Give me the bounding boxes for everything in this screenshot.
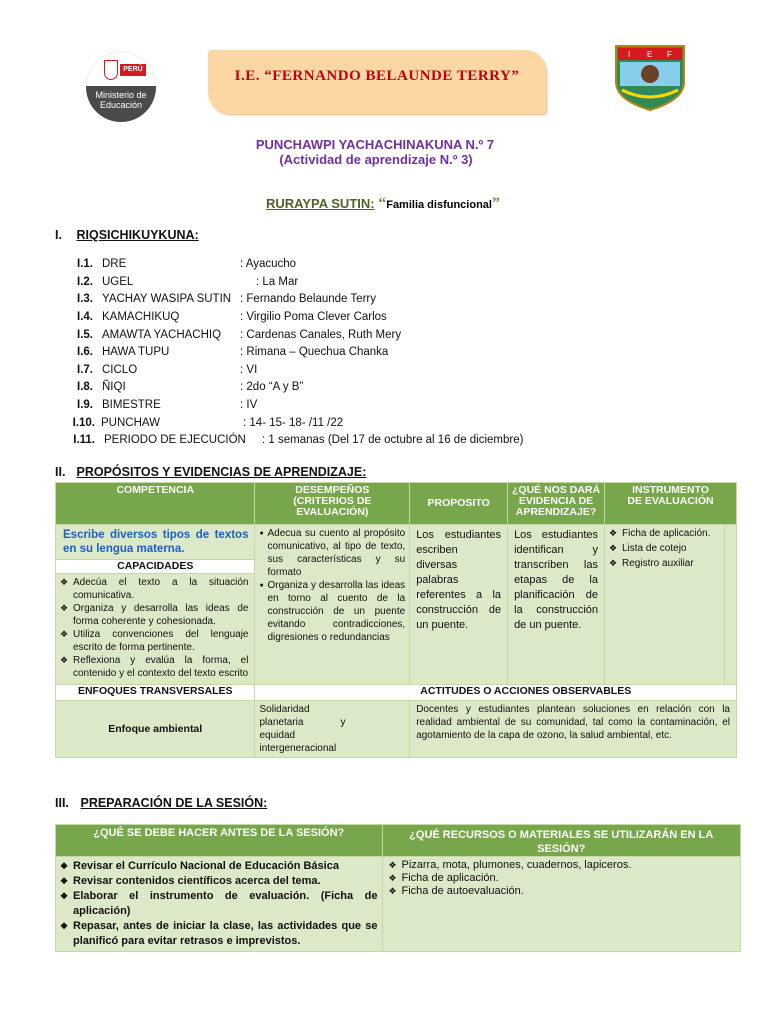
ministerio-logo <box>86 52 156 122</box>
list-item: ❖ Adecúa el texto a la situación comunicativa. <box>60 576 248 602</box>
section-1-number: I. <box>55 228 62 242</box>
section-3-heading <box>55 796 267 810</box>
enfoque-cell: Enfoque ambiental <box>56 701 255 758</box>
info-code: I.9. <box>77 399 93 411</box>
info-label: DRE <box>102 258 127 270</box>
valor-text: Solidaridad planetaria y equidad intergeneracional <box>259 704 346 754</box>
info-separator: : <box>240 399 244 411</box>
list-item: ❖ Revisar el Currículo Nacional de Educación Básica <box>60 859 378 874</box>
list-item: ❖ Revisar contenidos científicos acerca del tema. <box>60 874 378 889</box>
info-label: PUNCHAW <box>101 417 160 429</box>
info-separator: : <box>256 276 260 288</box>
school-crest-icon <box>612 42 688 112</box>
info-label: AMAWTA YACHACHIQ <box>102 329 222 341</box>
info-separator: : <box>240 381 244 393</box>
school-title: I.E. “FERNANDO BELAUNDE TERRY” <box>234 68 520 84</box>
section-2-heading <box>55 465 366 479</box>
info-value: Virgilio Poma Clever Carlos <box>246 311 387 323</box>
list-item: ❖ Ficha de aplicación. <box>609 527 720 540</box>
recursos-list <box>389 859 735 898</box>
session-preparation-table <box>55 824 741 952</box>
info-label: UGEL <box>102 276 134 288</box>
proposito-text: Los estudiantes escriben diversas palabras referentes a la construcción de un puente. <box>416 529 502 631</box>
ministry-name: Ministerio de Educación <box>95 90 147 110</box>
evidencia-text: Los estudiantes identifican y transcriben las etapas de la planificación de la construcción de un puente. <box>514 529 598 631</box>
list-item: ❖ Elaborar el instrumento de evaluación. (Ficha de aplicación) <box>60 889 378 919</box>
desempenos-cell <box>255 525 410 685</box>
info-value: VI <box>246 364 258 376</box>
section-3-number: III. <box>55 796 69 810</box>
info-value: IV <box>246 399 258 411</box>
info-code: I.8. <box>77 381 93 393</box>
capacidades-list <box>56 574 254 684</box>
info-code: I.2. <box>77 276 93 288</box>
actitud-cell: Docentes y estudiantes plantean soluciones en relación con la realidad ambiental de su comunidad, tal como la contaminación, el agotamiento de la capa de ozono, la salud ambiental, etc. <box>410 701 737 758</box>
info-separator: : <box>262 434 266 446</box>
info-separator: : <box>243 417 247 429</box>
session-name-value: Familia disfuncional <box>386 199 492 211</box>
crest-letter-2: E <box>647 50 653 59</box>
header-instrumento: INSTRUMENTO DE EVALUACIÓN <box>605 483 737 525</box>
info-label: ÑIQI <box>102 381 126 393</box>
info-label: BIMESTRE <box>102 399 161 411</box>
section-3-title: PREPARACIÓN DE LA SESIÓN: <box>80 796 268 810</box>
list-item: ❖ Ficha de autoevaluación. <box>389 885 735 898</box>
competencia-text: Escribe diversos tipos de textos en su lengua materna. <box>56 525 254 559</box>
info-value: Fernando Belaunde Terry <box>246 293 376 305</box>
session-title: PUNCHAWPI YACHACHINAKUNA N.º 7 <box>255 137 495 152</box>
section-1-title: RIQSICHIKUYKUNA: <box>76 228 199 242</box>
school-title-banner <box>208 50 546 114</box>
info-code: I.6. <box>77 346 93 358</box>
session-name-label: RURAYPA SUTIN: <box>266 196 375 211</box>
section-2-number: II. <box>55 465 66 479</box>
list-item: ❖ Pizarra, mota, plumones, cuadernos, lapiceros. <box>389 859 735 872</box>
actitudes-heading: ACTITUDES O ACCIONES OBSERVABLES <box>255 685 737 701</box>
info-value: Rimana – Quechua Chanka <box>246 346 389 358</box>
section-1-heading <box>55 228 199 242</box>
header-desempenos: DESEMPEÑOS (CRITERIOS DE EVALUACIÓN) <box>255 483 410 525</box>
list-item: ❖ Registro auxiliar <box>609 557 720 570</box>
info-value: 14- 15- 18- /11 /22 <box>249 417 344 429</box>
capacidades-heading: CAPACIDADES <box>56 559 254 574</box>
info-value: 1 semanas (Del 17 de octubre al 16 de diciembre) <box>268 434 524 446</box>
list-item: ❖ Ficha de aplicación. <box>389 872 735 885</box>
info-code: I.11. <box>73 434 95 446</box>
header-proposito: PROPOSITO <box>410 483 508 525</box>
enfoques-heading: ENFOQUES TRANSVERSALES <box>56 685 255 701</box>
info-value: Cardenas Canales, Ruth Mery <box>246 329 402 341</box>
session-name: RURAYPA SUTIN: “Familia disfuncional” <box>266 195 500 212</box>
info-code: I.3. <box>77 293 93 305</box>
info-label: CICLO <box>102 364 138 376</box>
info-separator: : <box>240 329 244 341</box>
valor-cell <box>255 701 410 758</box>
session-subtitle: (Actividad de aprendizaje N.º 3) <box>279 152 473 167</box>
info-separator: : <box>240 311 244 323</box>
info-code: I.4. <box>77 311 93 323</box>
list-item: ❖ Lista de cotejo <box>609 542 720 555</box>
peru-flag-label: PERÚ <box>120 64 146 76</box>
antes-cell <box>56 857 383 952</box>
info-separator: : <box>240 258 244 270</box>
list-item: ❖ Reflexiona y evalúa la forma, el contenido y el contexto del texto escrito <box>60 654 248 680</box>
proposito-cell <box>410 525 508 685</box>
info-code: I.1. <box>77 258 93 270</box>
info-code: I.5. <box>77 329 93 341</box>
info-separator: : <box>240 293 244 305</box>
info-label: HAWA TUPU <box>102 346 170 358</box>
instrumentos-list <box>609 527 720 570</box>
list-item: ❖ Utiliza convenciones del lenguaje escrito de forma pertinente. <box>60 628 248 654</box>
instrumento-cell <box>605 525 725 685</box>
instrumento-spacer <box>724 525 736 685</box>
info-code: I.7. <box>77 364 93 376</box>
info-code: I.10. <box>72 417 95 429</box>
recursos-cell <box>382 857 741 952</box>
info-separator: : <box>240 364 244 376</box>
antes-list <box>60 859 378 949</box>
header-antes: ¿QUÉ SE DEBE HACER ANTES DE LA SESIÓN? <box>56 825 383 857</box>
list-item: ● Organiza y desarrolla las ideas en torno al cuento de la construcción de un puente evitando contradicciones, digresiones o redundancias <box>259 579 405 644</box>
info-value: 2do “A y B” <box>246 381 304 393</box>
info-value: Ayacucho <box>245 258 297 270</box>
info-label: YACHAY WASIPA SUTIN <box>102 293 232 305</box>
list-item: ❖ Repasar, antes de iniciar la clase, las actividades que se planificó para evitar retrasos e imprevistos. <box>60 919 378 949</box>
list-item: ❖ Organiza y desarrolla las ideas de forma coherente y cohesionada. <box>60 602 248 628</box>
header-evidencia: ¿QUÉ NOS DARÁ EVIDENCIA DE APRENDIZAJE? <box>508 483 605 525</box>
section-2-title: PROPÓSITOS Y EVIDENCIAS DE APRENDIZAJE: <box>76 465 367 479</box>
info-separator: : <box>240 346 244 358</box>
header-competencia: COMPETENCIA <box>56 483 255 525</box>
shield-icon <box>104 60 118 80</box>
desempenos-list <box>259 527 405 644</box>
crest-letter-1: I <box>628 50 631 59</box>
header-recursos: ¿QUÉ RECURSOS O MATERIALES SE UTILIZARÁN EN LA SESIÓN? <box>382 825 741 857</box>
learning-purposes-table <box>55 482 737 758</box>
competencia-cell <box>56 525 255 685</box>
list-item: ● Adecua su cuento al propósito comunicativo, al tipo de texto, sus características y su formato <box>259 527 405 579</box>
info-value: La Mar <box>262 276 299 288</box>
info-label: PERIODO DE EJECUCIÓN <box>104 434 246 446</box>
evidencia-cell <box>508 525 605 685</box>
crest-letter-3: F <box>667 50 672 59</box>
info-label: KAMACHIKUQ <box>102 311 180 323</box>
